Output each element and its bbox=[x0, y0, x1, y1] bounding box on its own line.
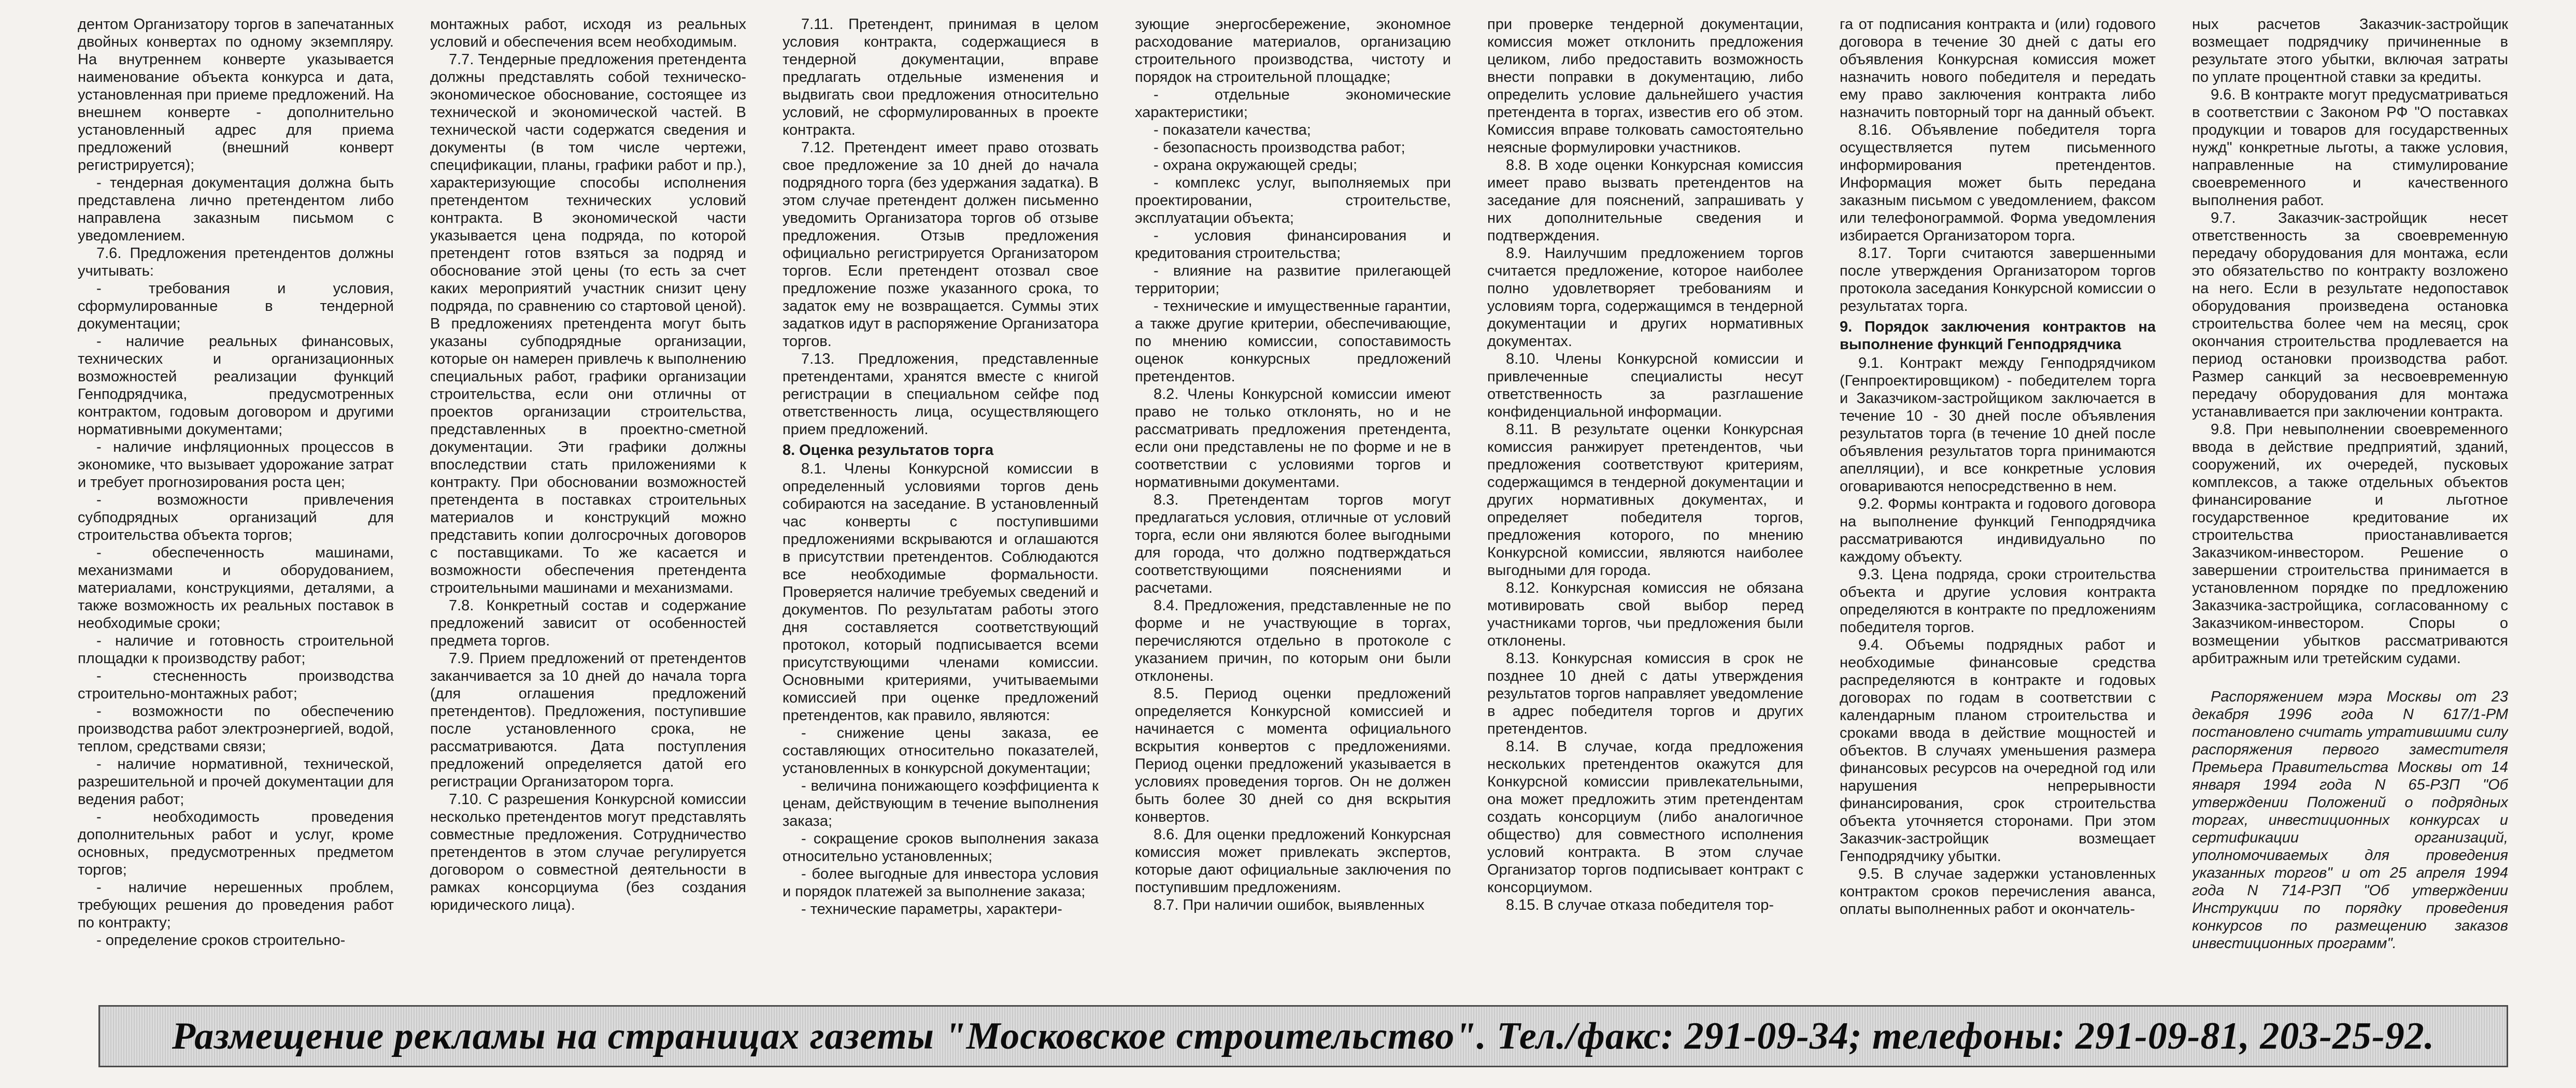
paragraph: - возможности привлечения субподрядных организаций для строительства объекта торгов; bbox=[78, 492, 394, 543]
paragraph: 9.2. Формы контракта и годового договора на выполнение функций Генподрядчика рассматриваются индивидуально по каждому объекту. bbox=[1840, 496, 2156, 565]
column-3 bbox=[782, 16, 1099, 995]
paragraph: - комплекс услуг, выполняемых при проектировании, строительстве, эксплуатации объекта; bbox=[1135, 175, 1451, 226]
paragraph: - наличие нерешенных проблем, требующих решения до проведения работ по контракту; bbox=[78, 879, 394, 931]
column-2 bbox=[430, 16, 746, 995]
paragraph: 7.7. Тендерные предложения претендента должны представлять собой техническо-экономическое обоснование, состоящее из технической и экономической частей. В технической части содержатся сведения и документы (в том числе чертежи, спецификации, планы, графики работ и пр.), характеризующие способы исполнения претендентом технических условий контракта. В экономической части указывается цена подряда, по которой претендент готов взяться за подряд и обоснование этой цены (то есть за счет каких мероприятий участник снизит цену подряда, по сравнению со стартовой ценой). В предложениях претендента могут быть указаны субподрядные организации, которые он намерен привлечь к выполнению специальных работ, графики организации строительства, если они отличны от проектов организации строительства, представленных в проектно-сметной документации. Эти графики должны впоследствии стать приложениями к контракту. При обосновании возможностей претендента в поставках строительных материалов и конструкций можно представить копии долгосрочных договоров с поставщиками. То же касается и возможности обеспечения претендента строительными машинами и механизмами. bbox=[430, 51, 746, 596]
paragraph: 7.13. Предложения, представленные претендентами, хранятся вместе с книгой регистрации в специальном сейфе под ответственность лица, осуществляющего прием предложений. bbox=[782, 351, 1099, 438]
paragraph: 8.13. Конкурсная комиссия в срок не позднее 10 дней с даты утверждения результатов торгов направляет уведомление в адрес победителя торгов и других претендентов. bbox=[1487, 650, 1803, 737]
paragraph: - наличие инфляционных процессов в экономике, что вызывает удорожание затрат и требует прогнозирования роста цен; bbox=[78, 439, 394, 491]
paragraph: - необходимость проведения дополнительных работ и услуг, кроме основных, предусмотренных предметом торгов; bbox=[78, 809, 394, 878]
paragraph: 9.7. Заказчик-застройщик несет ответственность за своевременную передачу оборудования для монтажа, если это обязательство по контракту возложено на него. Если в результате недопоставок оборудования произведена остановка строительства более чем на месяц, срок окончания строительства продлевается на период остановки производства работ. Размер санкций за несвоевременную передачу оборудования для монтажа устанавливается при заключении контракта. bbox=[2192, 210, 2508, 420]
paragraph: га от подписания контракта и (или) годового договора в течение 30 дней с даты его объявления Конкурсная комиссия может назначить нового победителя и передать ему право заключения контракта либо назначить повторный торг на данный объект. bbox=[1840, 16, 2156, 121]
paragraph: 8.3. Претендентам торгов могут предлагаться условия, отличные от условий торга, если они являются более выгодными для города, что должно подтверждаться соответствующими пояснениями и расчетами. bbox=[1135, 492, 1451, 596]
paragraph: 8.10. Члены Конкурсной комиссии и привлеченные специалисты несут ответственность за разглашение конфиденциальной информации. bbox=[1487, 351, 1803, 420]
column-4 bbox=[1135, 16, 1451, 995]
paragraph: - отдельные экономические характеристики; bbox=[1135, 87, 1451, 121]
paragraph: 8.8. В ходе оценки Конкурсная комиссия имеет право вызвать претендентов на заседание для пояснений, запрашивать у них дополнительные сведения и подтверждения. bbox=[1487, 157, 1803, 244]
paragraph: - показатели качества; bbox=[1154, 122, 1311, 138]
banner-text: Размещение рекламы на страницах газеты "Московское строительство". Тел./факс: 291-09-34; телефоны: 291-09-81, 203-25-92. bbox=[172, 1014, 2435, 1057]
paragraph: 8.1. Члены Конкурсной комиссии в определенный условиями торгов день собираются на заседание. В установленный час конверты с поступившими предложениями вскрываются и оглашаются в присутствии претендентов. Соблюдаются все необходимые формальности. Проверяется наличие требуемых сведений и документов. По результатам работы этого дня составляется соответствующий протокол, который подписывается всеми присутствующими членами комиссии. Основными критериями, учитываемыми комиссией при оценке предложений претендентов, как правило, являются: bbox=[782, 461, 1099, 724]
decree-note: Распоряжением мэра Москвы от 23 декабря 1996 года N 617/1-РМ постановлено считать утратившими силу распоряжения первого заместителя Премьера Правительства Москвы от 14 января 1994 года N 65-РЗП "Об утверждении Положений о подрядных торгах, инвестиционных конкурсах и сертификации организаций, уполномочиваемых для проведения указанных торгов" и от 25 апреля 1994 года N 714-РЗП "Об утверждении Инструкции по порядку проведения конкурсов по размещению заказов инвестиционных программ". bbox=[2192, 689, 2508, 952]
paragraph: - условия финансирования и кредитования строительства; bbox=[1135, 227, 1451, 262]
paragraph: - охрана окружающей среды; bbox=[1154, 157, 1358, 174]
paragraph: монтажных работ, исходя из реальных условий и обеспечения всем необходимым. bbox=[430, 16, 746, 50]
paragraph: 8.2. Члены Конкурсной комиссии имеют право не только отклонять, но и не рассматривать предложения претендента, если они представлены не по форме и не в соответствии с условиями торгов и нормативными документами. bbox=[1135, 386, 1451, 491]
paragraph: 8.15. В случае отказа победителя тор- bbox=[1506, 897, 1774, 913]
paragraph: - влияние на развитие прилегающей территории; bbox=[1135, 263, 1451, 297]
paragraph: 7.6. Предложения претендентов должны учитывать: bbox=[78, 245, 394, 279]
text-columns bbox=[78, 16, 2508, 995]
paragraph: дентом Организатору торгов в запечатанных двойных конвертах по одному экземпляру. На внутреннем конверте указывается наименование объекта конкурса и дата, установленная при приеме предложений. На внешнем конверте - дополнительно установленный адрес для приема предложений (внешний конверт регистрируется); bbox=[78, 16, 394, 174]
paragraph: при проверке тендерной документации, комиссия может отклонить предложения целиком, либо предоставить возможность внести поправки в документацию, либо определить условие дальнейшего участия претендента в торгах, известив его об этом. Комиссия вправе толковать самостоятельно неясные формулировки участников. bbox=[1487, 16, 1803, 156]
paragraph: - наличие и готовность строительной площадки к производству работ; bbox=[78, 633, 394, 667]
paragraph: - технические и имущественные гарантии, а также другие критерии, обеспечивающие, по мнению комиссии, сопоставимость оценок конкурсных предложений претендентов. bbox=[1135, 298, 1451, 385]
paragraph: 9.1. Контракт между Генподрядчиком (Генпроектировщиком) - победителем торга и Заказчиком-застройщиком заключается в течение 10 - 30 дней после объявления результатов торга (в течение 10 дней после объявления результатов торга принимаются апелляции), и все конкретные условия оговариваются непосредственно в нем. bbox=[1840, 355, 2156, 495]
paragraph: 7.9. Прием предложений от претендентов заканчивается за 10 дней до начала торга (для оглашения предложений претендентов). Предложения, поступившие после установленного срока, не рассматриваются. Дата поступления предложений определяется датой его регистрации Организатором торга. bbox=[430, 650, 746, 790]
section-heading: 9. Порядок заключения контрактов на выполнение функций Генподрядчика bbox=[1840, 319, 2156, 353]
paragraph: - обеспеченность машинами, механизмами и оборудованием, материалами, конструкциями, деталями, а также возможность их реальных поставок в необходимые сроки; bbox=[78, 545, 394, 632]
paragraph: - сокращение сроков выполнения заказа относительно установленных; bbox=[782, 831, 1099, 865]
paragraph: 9.4. Объемы подрядных работ и необходимые финансовые средства распределяются в контракте и годовых договорах по годам в соответствии с календарным планом строительства и сроками ввода в действие мощностей и объектов. В случаях уменьшения размера финансовых ресурсов на очередной год или нарушения непрерывности финансирования, срок строительства объекта уточняется сторонами. При этом Заказчик-застройщик возмещает Генподрядчику убытки. bbox=[1840, 637, 2156, 865]
paragraph: 9.5. В случае задержки установленных контрактом сроков перечисления аванса, оплаты выполненных работ и окончатель- bbox=[1840, 866, 2156, 918]
paragraph: - снижение цены заказа, ее составляющих относительно показателей, установленных в конкурсной документации; bbox=[782, 725, 1099, 777]
paragraph: 8.6. Для оценки предложений Конкурсная комиссия может привлекать экспертов, которые дают официальные заключения по поступившим предложениям. bbox=[1135, 826, 1451, 896]
paragraph: 8.4. Предложения, представленные не по форме и не участвующие в торгах, перечисляются отдельно в протоколе с указанием причин, по которым они были отклонены. bbox=[1135, 597, 1451, 684]
paragraph: ных расчетов Заказчик-застройщик возмещает подрядчику причиненные в результате этого убытки, включая затраты по уплате процентной ставки за кредиты. bbox=[2192, 16, 2508, 85]
paragraph: - определение сроков строительно- bbox=[96, 932, 346, 949]
advertising-banner bbox=[98, 1005, 2508, 1067]
paragraph: 7.10. С разрешения Конкурсной комиссии несколько претендентов могут представлять совместные предложения. Сотрудничество претендентов в этом случае регулируется договором о совместной деятельности в рамках консорциума (без создания юридического лица). bbox=[430, 791, 746, 913]
paragraph: - наличие нормативной, технической, разрешительной и прочей документации для ведения работ; bbox=[78, 756, 394, 808]
paragraph: 7.12. Претендент имеет право отозвать свое предложение за 10 дней до начала подрядного торга (без удержания задатка). В этом случае претендент должен письменно уведомить Организатора торгов об отзыве предложения. Отзыв предложения официально регистрируется Организатором торгов. Если претендент отозвал свое предложение позже указанного срока, то задаток ему не возвращается. Суммы этих задатков идут в распоряжение Организатора торгов. bbox=[782, 139, 1099, 350]
column-7 bbox=[2192, 16, 2508, 995]
paragraph: 8.9. Наилучшим предложением торгов считается предложение, которое наиболее полно удовлетворяет требованиям и условиям торга, содержащимся в тендерной документации и других нормативных документах. bbox=[1487, 245, 1803, 350]
paragraph: 7.8. Конкретный состав и содержание предложений зависит от особенностей предмета торгов. bbox=[430, 597, 746, 649]
paragraph: 8.5. Период оценки предложений определяется Конкурсной комиссией и начинается с момента официального вскрытия конвертов с предложениями. Период оценки предложений указывается в условиях проведения торгов. Он не должен быть более 30 дней со дня вскрытия конвертов. bbox=[1135, 685, 1451, 825]
column-6 bbox=[1840, 16, 2156, 995]
column-5 bbox=[1487, 16, 1803, 995]
paragraph: 9.8. При невыполнении своевременного ввода в действие предприятий, зданий, сооружений, их очередей, пусковых комплексов, а также отдельных объектов финансирование и льготное государственное кредитование их строительства приостанавливается Заказчиком-инвестором. Решение о завершении строительства принимается в установленном порядке по предложению Заказчика-застройщика, согласованному с Заказчиком-инвестором. Споры о возмещении убытков рассматриваются арбитражным или третейским судами. bbox=[2192, 421, 2508, 667]
paragraph: 8.14. В случае, когда предложения нескольких претендентов окажутся для Конкурсной комиссии привлекательными, она может предложить этим претендентам создать консорциум (либо аналогичное общество) для совместного исполнения условий контракта. В этом случае Организатор торгов подписывает контракт с консорциумом. bbox=[1487, 738, 1803, 896]
paragraph: - требования и условия, сформулированные в тендерной документации; bbox=[78, 280, 394, 332]
paragraph: - величина понижающего коэффициента к ценам, действующим в течение выполнения заказа; bbox=[782, 778, 1099, 829]
paragraph: зующие энергосбережение, экономное расходование материалов, организацию строительного производства, чистоту и порядок на строительной площадке; bbox=[1135, 16, 1451, 85]
paragraph: - стесненность производства строительно-монтажных работ; bbox=[78, 668, 394, 702]
section-heading: 8. Оценка результатов торга bbox=[782, 442, 994, 459]
paragraph: 9.6. В контракте могут предусматриваться в соответствии с Законом РФ "О поставках продукции и товаров для государственных нужд" конкретные льготы, а также условия, направленные на стимулирование своевременного и качественного выполнения работ. bbox=[2192, 87, 2508, 209]
paragraph: - более выгодные для инвестора условия и порядок платежей за выполнение заказа; bbox=[782, 866, 1099, 900]
paragraph: 8.7. При наличии ошибок, выявленных bbox=[1154, 897, 1425, 913]
paragraph: 8.11. В результате оценки Конкурсная комиссия ранжирует претендентов, чьи предложения соответствуют критериям, содержащимся в тендерной документации и других нормативных документах, и определяет победителя торгов, предложения которого, по мнению Конкурсной комиссии, являются наиболее выгодными для города. bbox=[1487, 421, 1803, 579]
paragraph: 8.16. Объявление победителя торга осуществляется путем письменного информирования претендентов. Информация может быть передана заказным письмом с уведомлением, факсом или телефонограммой. Форма уведомления избирается Организатором торга. bbox=[1840, 122, 2156, 244]
paragraph: - возможности по обеспечению производства работ электроэнергией, водой, теплом, средствами связи; bbox=[78, 703, 394, 755]
paragraph: 7.11. Претендент, принимая в целом условия контракта, содержащиеся в тендерной документации, вправе предлагать отдельные изменения и выдвигать свои предложения относительно условий, не сформулированных в проекте контракта. bbox=[782, 16, 1099, 138]
paragraph: - наличие реальных финансовых, технических и организационных возможностей реализации функций Генподрядчика, предусмотренных контрактом, годовым договором и другими нормативными документами; bbox=[78, 333, 394, 438]
column-1 bbox=[78, 16, 394, 995]
paragraph: 9.3. Цена подряда, сроки строительства объекта и другие условия контракта определяются в контракте по предложениям победителя торгов. bbox=[1840, 566, 2156, 636]
paragraph: - технические параметры, характери- bbox=[801, 901, 1062, 918]
paragraph: - безопасность производства работ; bbox=[1154, 139, 1405, 156]
paragraph: - тендерная документация должна быть представлена лично претендентом либо направлена заказным письмом с уведомлением. bbox=[78, 175, 394, 244]
paragraph: 8.12. Конкурсная комиссия не обязана мотивировать свой выбор перед участниками торгов, чьи предложения были отклонены. bbox=[1487, 580, 1803, 649]
paragraph: 8.17. Торги считаются завершенными после утверждения Организатором торгов протокола заседания Конкурсной комиссии о результатах торга. bbox=[1840, 245, 2156, 314]
